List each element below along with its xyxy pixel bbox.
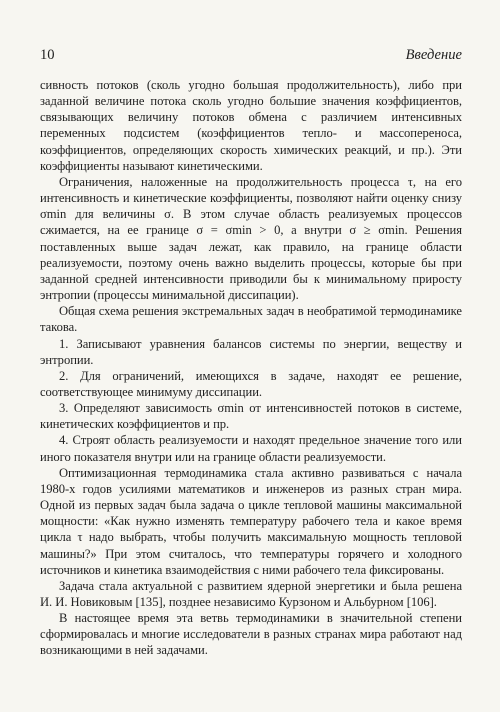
- list-item-1: 1. Записывают уравнения балансов системы по энергии, веществу и энтропии.: [40, 336, 462, 367]
- paragraph-present-state: В настоящее время эта ветвь термодинамики в значительной степени сформировалась и многие исследователи в разных странах мира работают над возникающими в ней задачами.: [40, 611, 462, 658]
- page-body: [40, 77, 462, 659]
- paragraph-general-scheme: Общая схема решения экстремальных задач в необратимой термодинамике такова.: [40, 304, 462, 335]
- list-item-4: 4. Строят область реализуемости и находят предельное значение того или иного показателя внутри или на границе области реализуемости.: [40, 433, 462, 464]
- paragraph-constraints: Ограничения, наложенные на продолжительность процесса τ, на его интенсивность и кинетические коэффициенты, позволяют найти оценку снизу σmin для величины σ. В этом случае область реализуемых процессов сжимается, на ее границе σ = σmin > 0, а внутри σ ≥ σmin. Решения поставленных выше задач лежат, как правило, на границе области реализуемости, поэтому очень важно выделить процессы, которые бы при заданной средней интенсивности приводили бы к минимальному приросту энтропии (процессы минимальной диссипации).: [40, 174, 462, 303]
- paragraph-optimization-history: Оптимизационная термодинамика стала активно развиваться с начала 1980-х годов усилиями математиков и инженеров из разных стран мира. Одной из первых задач была задача о цикле тепловой машины максимальной мощности: «Как нужно изменять температуру рабочего тела и какое время цикла τ надо выбрать, чтобы получить максимальную мощность тепловой машины?» При этом считалось, что температуры горячего и холодного источников и кинетика взаимодействия с ними рабочего тела фиксированы.: [40, 465, 462, 577]
- page-number: 10: [40, 47, 55, 63]
- list-item-3: 3. Определяют зависимость σmin от интенсивностей потоков в системе, кинетических коэффициентов и пр.: [40, 401, 462, 432]
- paragraph-problem-relevance: Задача стала актуальной с развитием ядерной энергетики и была решена И. И. Новиковым [135], позднее независимо Курзоном и Альбурном [106].: [40, 578, 462, 609]
- page-header: [40, 47, 462, 71]
- running-head-title: Введение: [405, 47, 462, 63]
- paragraph-continuation: сивность потоков (сколь угодно большая продолжительность), либо при заданной величине потока сколь угодно большие значения коэффициентов, связывающих величину потоков обмена с различием интенсивных переменных подсистем (коэффициентов тепло- и массопереноса, коэффициентов, определяющих скорость химических реакций, и пр.). Эти коэффициенты называют кинетическими.: [40, 78, 462, 173]
- list-item-2: 2. Для ограничений, имеющихся в задаче, находят ее решение, соответствующее минимуму диссипации.: [40, 368, 462, 399]
